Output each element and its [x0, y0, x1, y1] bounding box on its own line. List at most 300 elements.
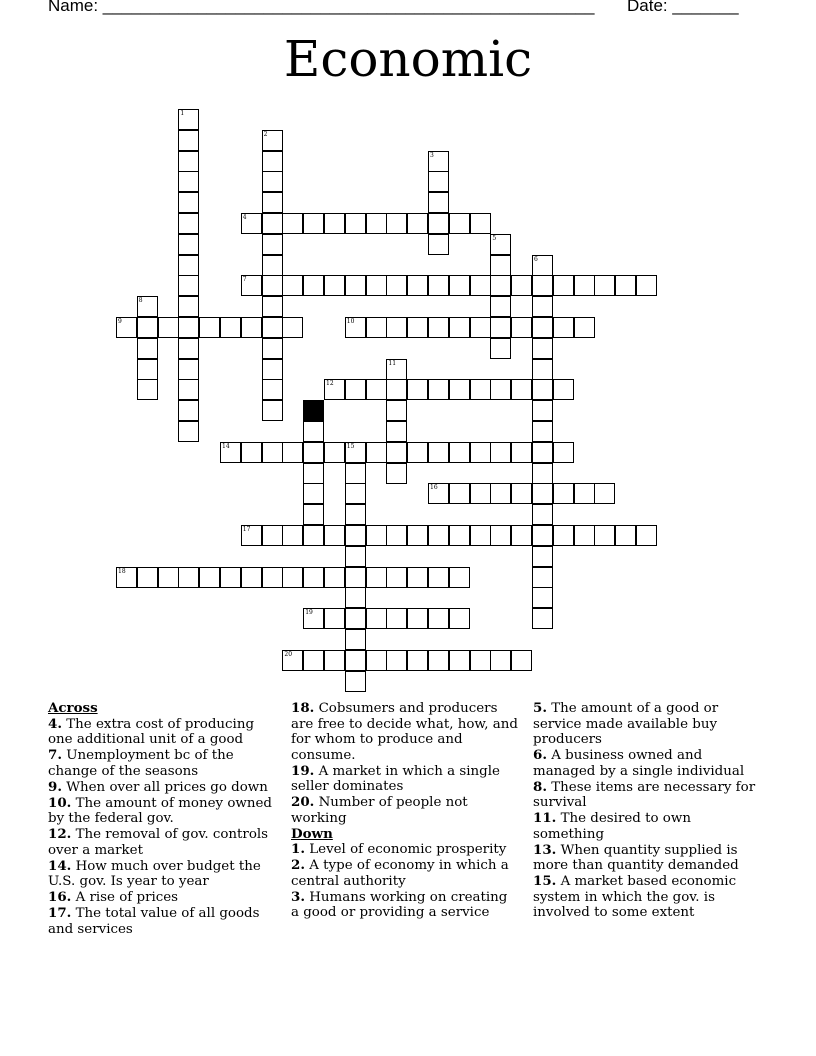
grid-cell[interactable]: [428, 567, 449, 588]
grid-cell[interactable]: [490, 442, 511, 463]
grid-cell[interactable]: [490, 296, 511, 317]
clue-number: 19: [305, 609, 313, 617]
clue-item-text: When quantity supplied is more than quantity demanded: [533, 842, 739, 873]
grid-cell[interactable]: [532, 587, 553, 608]
grid-cell[interactable]: [262, 400, 283, 421]
grid-cell[interactable]: [449, 567, 470, 588]
date-field[interactable]: Date: _______: [627, 0, 739, 15]
clue-item: [48, 796, 276, 827]
grid-cell[interactable]: [532, 483, 553, 504]
grid-cell[interactable]: [532, 317, 553, 338]
clue-item: [48, 859, 276, 890]
grid-cell[interactable]: [532, 338, 553, 359]
grid-cell[interactable]: [303, 650, 324, 671]
grid-cell[interactable]: [345, 379, 366, 400]
grid-cell[interactable]: [511, 379, 532, 400]
grid-cell[interactable]: [324, 650, 345, 671]
clue-item-text: A business owned and managed by a single individual: [533, 748, 745, 779]
grid-cell[interactable]: [345, 275, 366, 296]
clue-item-number: 2.: [291, 857, 305, 873]
grid-cell[interactable]: [262, 171, 283, 192]
grid-cell[interactable]: [386, 525, 407, 546]
grid-cell[interactable]: [178, 109, 199, 130]
grid-cell[interactable]: [137, 379, 158, 400]
grid-cell[interactable]: [553, 317, 574, 338]
down-heading: Down: [291, 825, 333, 842]
grid-cell[interactable]: [428, 483, 449, 504]
clue-item-text: Cobsumers and producers are free to decide what, how, and for whom to produce and consume.: [291, 701, 518, 763]
grid-cell[interactable]: [241, 317, 262, 338]
grid-cell[interactable]: [345, 442, 366, 463]
across-heading: Across: [48, 700, 98, 716]
clue-number: 16: [430, 484, 438, 492]
grid-cell[interactable]: [345, 483, 366, 504]
grid-cell[interactable]: [303, 608, 324, 629]
grid-cell[interactable]: [511, 483, 532, 504]
grid-cell[interactable]: [553, 379, 574, 400]
grid-cell[interactable]: [449, 650, 470, 671]
grid-cell[interactable]: [262, 275, 283, 296]
grid-cell[interactable]: [178, 379, 199, 400]
grid-cell[interactable]: [615, 525, 636, 546]
grid-cell[interactable]: [594, 275, 615, 296]
grid-cell[interactable]: [178, 421, 199, 442]
grid-cell[interactable]: [262, 296, 283, 317]
grid-cell[interactable]: [366, 442, 387, 463]
down-clue-list-continued: [533, 701, 761, 921]
grid-cell[interactable]: [407, 442, 428, 463]
grid-cell[interactable]: [324, 213, 345, 234]
grid-cell[interactable]: [615, 275, 636, 296]
grid-cell[interactable]: [241, 275, 262, 296]
grid-cell[interactable]: [532, 400, 553, 421]
grid-cell[interactable]: [324, 525, 345, 546]
grid-cell[interactable]: [137, 567, 158, 588]
clue-number: 9: [118, 318, 122, 325]
grid-cell[interactable]: [303, 442, 324, 463]
clue-item: [533, 780, 761, 811]
clue-item-number: 6.: [533, 747, 547, 763]
clue-number: 17: [242, 526, 251, 533]
clue-item: [291, 795, 519, 826]
grid-cell[interactable]: [386, 608, 407, 629]
grid-cell[interactable]: [428, 234, 449, 255]
grid-cell[interactable]: [407, 213, 428, 234]
grid-cell[interactable]: [449, 317, 470, 338]
grid-cell[interactable]: [158, 317, 179, 338]
grid-cell[interactable]: [178, 255, 199, 276]
grid-cell[interactable]: [282, 442, 303, 463]
grid-cell[interactable]: [636, 275, 657, 296]
grid-cell[interactable]: [470, 483, 491, 504]
grid-cell[interactable]: [199, 317, 220, 338]
clue-number: 5: [492, 234, 497, 242]
grid-cell[interactable]: [449, 275, 470, 296]
grid-cell[interactable]: [449, 442, 470, 463]
clue-item-number: 15.: [533, 873, 557, 889]
grid-cell[interactable]: [449, 213, 470, 234]
grid-cell[interactable]: [574, 275, 595, 296]
clue-item-text: A market in which a single seller dominates: [291, 763, 500, 794]
clue-number: 8: [138, 297, 143, 305]
grid-cell[interactable]: [303, 504, 324, 525]
grid-cell[interactable]: [386, 421, 407, 442]
clue-item: [533, 874, 761, 921]
grid-cell[interactable]: [262, 359, 283, 380]
grid-cell[interactable]: [511, 442, 532, 463]
grid-cell[interactable]: [366, 525, 387, 546]
grid-cell[interactable]: [428, 608, 449, 629]
clue-number: 1: [180, 110, 185, 117]
grid-cell[interactable]: [532, 359, 553, 380]
clue-item: [48, 890, 276, 906]
grid-cell[interactable]: [386, 213, 407, 234]
grid-cell[interactable]: [262, 151, 283, 172]
clue-number: 4: [242, 214, 247, 221]
grid-cell[interactable]: [386, 463, 407, 484]
grid-cell[interactable]: [386, 650, 407, 671]
clue-item-text: The extra cost of producing one additional unit of a good: [48, 716, 255, 747]
grid-cell[interactable]: [178, 213, 199, 234]
grid-cell[interactable]: [470, 275, 491, 296]
grid-cell[interactable]: [324, 379, 345, 400]
grid-cell[interactable]: [137, 338, 158, 359]
grid-cell[interactable]: [490, 483, 511, 504]
grid-cell[interactable]: [137, 296, 158, 317]
grid-cell[interactable]: [178, 234, 199, 255]
clue-number: 2: [263, 130, 268, 138]
grid-cell[interactable]: [532, 546, 553, 567]
grid-cell[interactable]: [366, 650, 387, 671]
grid-cell[interactable]: [241, 213, 262, 234]
grid-cell[interactable]: [428, 650, 449, 671]
grid-cell[interactable]: [178, 275, 199, 296]
grid-cell[interactable]: [345, 629, 366, 650]
grid-cell[interactable]: [178, 400, 199, 421]
clues-column-3: [533, 701, 761, 921]
grid-cell[interactable]: [407, 379, 428, 400]
grid-cell[interactable]: [490, 338, 511, 359]
grid-cell[interactable]: [594, 483, 615, 504]
grid-cell[interactable]: [262, 338, 283, 359]
grid-cell[interactable]: [428, 442, 449, 463]
grid-cell[interactable]: [262, 442, 283, 463]
grid-cell[interactable]: [366, 567, 387, 588]
clue-item: [48, 906, 276, 937]
grid-cell[interactable]: [407, 650, 428, 671]
clue-number: 10: [346, 318, 355, 325]
grid-cell[interactable]: [574, 525, 595, 546]
grid-cell[interactable]: [262, 525, 283, 546]
grid-cell[interactable]: [511, 525, 532, 546]
grid-cell[interactable]: [532, 608, 553, 629]
clue-item-number: 5.: [533, 700, 547, 716]
grid-cell[interactable]: [470, 379, 491, 400]
clue-number: 7: [242, 276, 247, 284]
grid-cell[interactable]: [366, 608, 387, 629]
grid-cell[interactable]: [532, 442, 553, 463]
grid-cell[interactable]: [553, 442, 574, 463]
grid-cell[interactable]: [220, 567, 241, 588]
grid-cell[interactable]: [262, 317, 283, 338]
grid-cell[interactable]: [532, 275, 553, 296]
grid-cell[interactable]: [490, 234, 511, 255]
grid-cell[interactable]: [178, 171, 199, 192]
grid-cell[interactable]: [428, 525, 449, 546]
clues-column-1: [48, 701, 276, 938]
grid-cell[interactable]: [303, 567, 324, 588]
grid-cell[interactable]: [449, 379, 470, 400]
grid-cell[interactable]: [345, 504, 366, 525]
grid-cell[interactable]: [574, 317, 595, 338]
clue-item-text: The amount of a good or service made available buy producers: [533, 701, 719, 747]
grid-cell[interactable]: [282, 213, 303, 234]
clue-item: [48, 717, 276, 748]
clue-number: 11: [388, 359, 397, 367]
clue-item-number: 20.: [291, 794, 315, 810]
grid-cell[interactable]: [636, 525, 657, 546]
clue-item-text: Unemployment bc of the change of the seasons: [48, 748, 234, 779]
grid-cell[interactable]: [282, 525, 303, 546]
clue-item-text: The removal of gov. controls over a market: [48, 827, 269, 858]
grid-cell[interactable]: [303, 421, 324, 442]
grid-cell[interactable]: [199, 567, 220, 588]
grid-cell[interactable]: [220, 442, 241, 463]
clue-item-number: 10.: [48, 794, 72, 811]
clue-item-text: Level of economic prosperity: [309, 842, 507, 857]
grid-cell[interactable]: [470, 213, 491, 234]
grid-cell[interactable]: [511, 275, 532, 296]
grid-cell[interactable]: [428, 171, 449, 192]
grid-cell[interactable]: [116, 567, 137, 588]
across-clue-list: [48, 717, 276, 938]
grid-cell[interactable]: [511, 317, 532, 338]
grid-cell[interactable]: [282, 317, 303, 338]
clue-item-number: 14.: [48, 857, 72, 874]
grid-cell[interactable]: [407, 567, 428, 588]
across-clue-list-continued: [291, 701, 519, 826]
grid-cell[interactable]: [366, 275, 387, 296]
grid-cell[interactable]: [366, 213, 387, 234]
grid-cell[interactable]: [532, 296, 553, 317]
grid-cell[interactable]: [594, 525, 615, 546]
grid-cell[interactable]: [366, 317, 387, 338]
grid-cell[interactable]: [241, 567, 262, 588]
clue-item-number: 8.: [533, 778, 547, 795]
clue-item-number: 1.: [291, 841, 305, 857]
clue-item-text: How much over budget the U.S. gov. Is year to year: [48, 858, 261, 889]
grid-cell[interactable]: [532, 255, 553, 276]
grid-cell[interactable]: [553, 483, 574, 504]
grid-cell[interactable]: [490, 525, 511, 546]
grid-cell[interactable]: [386, 317, 407, 338]
page-title: Economic: [283, 30, 533, 88]
grid-cell[interactable]: [553, 525, 574, 546]
grid-cell[interactable]: [449, 483, 470, 504]
grid-cell[interactable]: [386, 359, 407, 380]
grid-cell[interactable]: [137, 317, 158, 338]
grid-cell[interactable]: [303, 483, 324, 504]
grid-cell[interactable]: [137, 359, 158, 380]
grid-cell[interactable]: [178, 359, 199, 380]
grid-cell[interactable]: [470, 650, 491, 671]
clue-item: [291, 890, 519, 921]
grid-cell[interactable]: [116, 317, 137, 338]
clue-number: 15: [346, 442, 355, 450]
clue-item-number: 18.: [291, 700, 315, 716]
grid-cell[interactable]: [490, 255, 511, 276]
clue-item: [48, 827, 276, 858]
grid-cell[interactable]: [345, 213, 366, 234]
grid-cell[interactable]: [532, 504, 553, 525]
grid-cell[interactable]: [532, 421, 553, 442]
grid-cell[interactable]: [178, 567, 199, 588]
grid-cell[interactable]: [407, 608, 428, 629]
grid-cell[interactable]: [490, 275, 511, 296]
grid-cell[interactable]: [241, 525, 262, 546]
grid-cell[interactable]: [407, 317, 428, 338]
grid-cell[interactable]: [282, 275, 303, 296]
grid-cell[interactable]: [282, 650, 303, 671]
clue-item: [533, 701, 761, 748]
grid-cell[interactable]: [428, 213, 449, 234]
grid-cell[interactable]: [178, 151, 199, 172]
clue-item-number: 13.: [533, 841, 557, 858]
grid-cell[interactable]: [574, 483, 595, 504]
grid-cell[interactable]: [345, 587, 366, 608]
clue-item: [533, 811, 761, 842]
grid-cell[interactable]: [386, 567, 407, 588]
grid-cell[interactable]: [262, 255, 283, 276]
clue-number: 6: [534, 255, 538, 263]
grid-cell[interactable]: [449, 525, 470, 546]
grid-cell[interactable]: [366, 379, 387, 400]
grid-cell[interactable]: [324, 567, 345, 588]
clue-item-number: 7.: [48, 747, 62, 763]
grid-cell[interactable]: [178, 317, 199, 338]
grid-cell[interactable]: [553, 275, 574, 296]
grid-cell[interactable]: [241, 442, 262, 463]
grid-cell[interactable]: [386, 275, 407, 296]
grid-cell[interactable]: [490, 317, 511, 338]
grid-cell[interactable]: [470, 442, 491, 463]
clue-item: [533, 843, 761, 874]
clue-item-text: The amount of money owned by the federal gov.: [48, 795, 272, 826]
grid-cell[interactable]: [490, 379, 511, 400]
grid-cell[interactable]: [262, 234, 283, 255]
grid-cell[interactable]: [470, 317, 491, 338]
grid-cell[interactable]: [428, 151, 449, 172]
grid-cell[interactable]: [345, 525, 366, 546]
grid-cell[interactable]: [178, 296, 199, 317]
clue-item: [533, 748, 761, 779]
down-clue-list: [291, 842, 519, 921]
grid-cell[interactable]: [428, 379, 449, 400]
grid-cell[interactable]: [532, 525, 553, 546]
clues-column-2: [291, 701, 519, 921]
grid-cell[interactable]: [532, 567, 553, 588]
clue-item-number: 17.: [48, 905, 72, 921]
grid-cell[interactable]: [303, 525, 324, 546]
clue-number: 18: [118, 567, 126, 575]
grid-cell[interactable]: [303, 463, 324, 484]
grid-cell[interactable]: [262, 379, 283, 400]
clue-item-text: Number of people not working: [291, 795, 468, 826]
grid-cell[interactable]: [345, 317, 366, 338]
clue-item: [291, 764, 519, 795]
grid-cell[interactable]: [282, 567, 303, 588]
grid-cell[interactable]: [178, 338, 199, 359]
grid-cell[interactable]: [345, 608, 366, 629]
grid-cell[interactable]: [386, 379, 407, 400]
grid-cell[interactable]: [470, 525, 491, 546]
grid-cell[interactable]: [532, 463, 553, 484]
grid-cell[interactable]: [407, 275, 428, 296]
grid-cell[interactable]: [345, 567, 366, 588]
clue-item: [291, 701, 519, 763]
clue-number: 14: [222, 442, 230, 450]
clue-item-text: The desired to own something: [533, 811, 691, 842]
grid-cell[interactable]: [324, 275, 345, 296]
grid-cell[interactable]: [303, 213, 324, 234]
grid-cell[interactable]: [158, 567, 179, 588]
clue-number: 12: [326, 380, 334, 388]
grid-cell[interactable]: [345, 546, 366, 567]
grid-cell[interactable]: [262, 567, 283, 588]
grid-cell[interactable]: [324, 608, 345, 629]
grid-cell[interactable]: [262, 213, 283, 234]
grid-cell-blocked: [303, 400, 324, 421]
clue-item: [48, 748, 276, 779]
grid-cell[interactable]: [178, 192, 199, 213]
grid-cell[interactable]: [386, 442, 407, 463]
grid-cell[interactable]: [428, 192, 449, 213]
grid-cell[interactable]: [386, 400, 407, 421]
grid-cell[interactable]: [345, 650, 366, 671]
grid-cell[interactable]: [345, 671, 366, 692]
clue-item: [291, 842, 519, 858]
grid-cell[interactable]: [428, 275, 449, 296]
clue-number: 13: [305, 401, 313, 409]
grid-cell[interactable]: [345, 463, 366, 484]
clue-item-text: A rise of prices: [75, 890, 179, 905]
grid-cell[interactable]: [303, 275, 324, 296]
clue-number: 20: [284, 650, 293, 658]
clue-item-number: 19.: [291, 762, 315, 779]
clue-item-number: 16.: [48, 889, 72, 905]
grid-cell[interactable]: [532, 379, 553, 400]
grid-cell[interactable]: [324, 442, 345, 463]
grid-cell[interactable]: [178, 130, 199, 151]
grid-cell[interactable]: [490, 650, 511, 671]
clue-item-text: Humans working on creating a good or providing a service: [291, 889, 508, 920]
clue-number: 3: [430, 151, 434, 159]
grid-cell[interactable]: [262, 130, 283, 151]
clue-item-number: 3.: [291, 888, 305, 905]
clue-item-text: These items are necessary for survival: [533, 779, 756, 810]
clue-item-text: A type of economy in which a central authority: [291, 858, 509, 889]
name-field[interactable]: Name: ____________________________________________________: [48, 0, 595, 15]
clue-item-number: 9.: [48, 778, 62, 795]
grid-cell[interactable]: [407, 525, 428, 546]
grid-cell[interactable]: [220, 317, 241, 338]
clue-item-number: 4.: [48, 715, 62, 732]
grid-cell[interactable]: [262, 192, 283, 213]
clue-item-number: 12.: [48, 826, 72, 842]
grid-cell[interactable]: [449, 608, 470, 629]
grid-cell[interactable]: [428, 317, 449, 338]
grid-cell[interactable]: [511, 650, 532, 671]
